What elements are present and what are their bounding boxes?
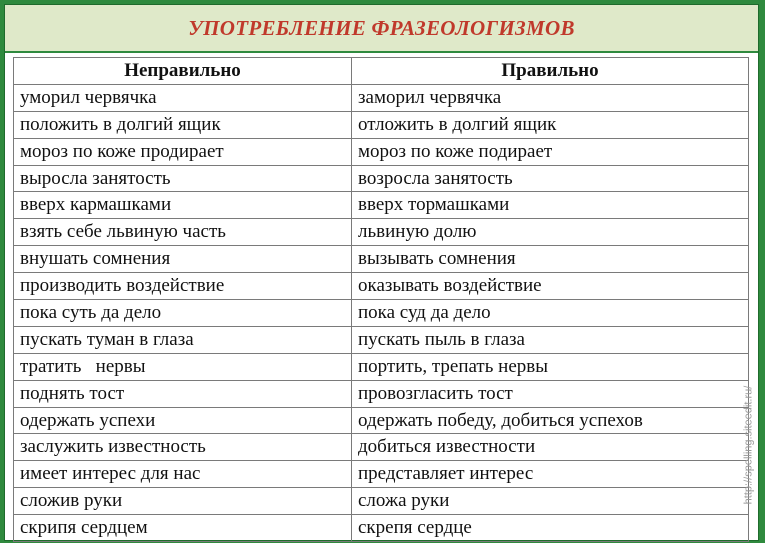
watermark-text: http://spelling.siteedit.ru/	[742, 385, 754, 505]
right-phrase-cell: скрепя сердце	[352, 515, 749, 542]
table-row	[14, 84, 749, 111]
table-row	[14, 273, 749, 300]
right-phrase-cell: одержать победу, добиться успехов	[352, 407, 749, 434]
wrong-phrase-cell: тратить нервы	[14, 353, 352, 380]
wrong-phrase-cell: пускать туман в глаза	[14, 326, 352, 353]
header-wrong: Неправильно	[14, 58, 352, 85]
right-phrase-cell: вверх тормашками	[352, 192, 749, 219]
right-phrase-cell: сложа руки	[352, 488, 749, 515]
phraseology-table	[13, 57, 749, 542]
header-right: Правильно	[352, 58, 749, 85]
table-row	[14, 461, 749, 488]
wrong-phrase-cell: вверх кармашками	[14, 192, 352, 219]
table-row	[14, 407, 749, 434]
wrong-phrase-cell: одержать успехи	[14, 407, 352, 434]
table-header-row	[14, 58, 749, 85]
title-bar	[5, 5, 758, 53]
right-phrase-cell: пускать пыль в глаза	[352, 326, 749, 353]
right-phrase-cell: заморил червячка	[352, 84, 749, 111]
right-phrase-cell: мороз по коже подирает	[352, 138, 749, 165]
watermark	[741, 350, 755, 540]
page-frame	[4, 4, 759, 541]
wrong-phrase-cell: взять себе львиную часть	[14, 219, 352, 246]
wrong-phrase-cell: пока суть да дело	[14, 300, 352, 327]
wrong-phrase-cell: заслужить известность	[14, 434, 352, 461]
table-row	[14, 488, 749, 515]
right-phrase-cell: возросла занятость	[352, 165, 749, 192]
wrong-phrase-cell: уморил червячка	[14, 84, 352, 111]
wrong-phrase-cell: положить в долгий ящик	[14, 111, 352, 138]
wrong-phrase-cell: поднять тост	[14, 380, 352, 407]
table-row	[14, 380, 749, 407]
right-phrase-cell: отложить в долгий ящик	[352, 111, 749, 138]
table-row	[14, 219, 749, 246]
table-row	[14, 300, 749, 327]
right-phrase-cell: провозгласить тост	[352, 380, 749, 407]
table-row	[14, 192, 749, 219]
table-row	[14, 353, 749, 380]
wrong-phrase-cell: внушать сомнения	[14, 246, 352, 273]
wrong-phrase-cell: сложив руки	[14, 488, 352, 515]
table-row	[14, 138, 749, 165]
wrong-phrase-cell: мороз по коже продирает	[14, 138, 352, 165]
table-row	[14, 515, 749, 542]
wrong-phrase-cell: имеет интерес для нас	[14, 461, 352, 488]
right-phrase-cell: представляет интерес	[352, 461, 749, 488]
right-phrase-cell: львиную долю	[352, 219, 749, 246]
table-row	[14, 165, 749, 192]
table-row	[14, 111, 749, 138]
wrong-phrase-cell: производить воздействие	[14, 273, 352, 300]
wrong-phrase-cell: скрипя сердцем	[14, 515, 352, 542]
right-phrase-cell: пока суд да дело	[352, 300, 749, 327]
right-phrase-cell: портить, трепать нервы	[352, 353, 749, 380]
table-row	[14, 434, 749, 461]
table-row	[14, 246, 749, 273]
right-phrase-cell: вызывать сомнения	[352, 246, 749, 273]
table-row	[14, 326, 749, 353]
page-title: УПОТРЕБЛЕНИЕ ФРАЗЕОЛОГИЗМОВ	[188, 15, 575, 40]
right-phrase-cell: оказывать воздействие	[352, 273, 749, 300]
wrong-phrase-cell: выросла занятость	[14, 165, 352, 192]
right-phrase-cell: добиться известности	[352, 434, 749, 461]
